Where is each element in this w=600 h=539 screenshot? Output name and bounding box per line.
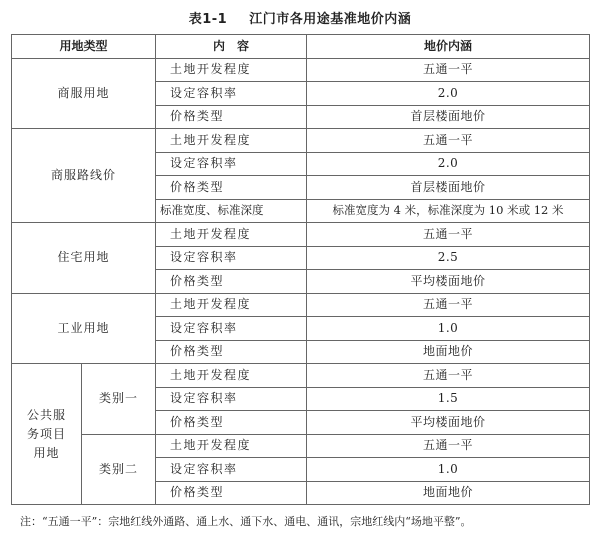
- value-cell: 2.0: [307, 152, 590, 176]
- content-cell: 土地开发程度: [156, 434, 307, 458]
- content-cell: 土地开发程度: [156, 58, 307, 82]
- table-title: [0, 8, 600, 27]
- table-row: [12, 58, 590, 82]
- value-cell: 标准宽度为 4 米，标准深度为 10 米或 12 米: [307, 199, 590, 223]
- value-cell: 首层楼面地价: [307, 176, 590, 200]
- table-number: 表1-1: [188, 12, 228, 27]
- group-commercial-land: 商服用地: [12, 58, 156, 129]
- subgroup-category-two: 类别二: [82, 434, 156, 505]
- table-row: [12, 129, 590, 153]
- table-row: [12, 223, 590, 247]
- value-cell: 首层楼面地价: [307, 105, 590, 129]
- value-cell: 1.0: [307, 317, 590, 341]
- content-cell: 标准宽度、标准深度: [156, 199, 307, 223]
- content-cell: 土地开发程度: [156, 293, 307, 317]
- content-cell: 设定容积率: [156, 82, 307, 106]
- value-cell: 2.0: [307, 82, 590, 106]
- value-cell: 1.0: [307, 458, 590, 482]
- group-industrial-land: 工业用地: [12, 293, 156, 364]
- group-residential-land: 住宅用地: [12, 223, 156, 294]
- value-cell: 平均楼面地价: [307, 411, 590, 435]
- content-cell: 设定容积率: [156, 152, 307, 176]
- content-cell: 价格类型: [156, 270, 307, 294]
- value-cell: 地面地价: [307, 340, 590, 364]
- header-connotation: 地价内涵: [307, 35, 590, 59]
- content-cell: 价格类型: [156, 340, 307, 364]
- content-cell: 价格类型: [156, 411, 307, 435]
- value-cell: 平均楼面地价: [307, 270, 590, 294]
- header-content: 内 容: [156, 35, 307, 59]
- content-cell: 设定容积率: [156, 387, 307, 411]
- value-cell: 五通一平: [307, 293, 590, 317]
- content-cell: 土地开发程度: [156, 364, 307, 388]
- value-cell: 五通一平: [307, 58, 590, 82]
- content-cell: 设定容积率: [156, 317, 307, 341]
- header-land-type: 用地类型: [12, 35, 156, 59]
- table-row: [12, 364, 590, 388]
- content-cell: 价格类型: [156, 176, 307, 200]
- value-cell: 五通一平: [307, 434, 590, 458]
- header-row: [12, 35, 590, 59]
- content-cell: 设定容积率: [156, 458, 307, 482]
- content-cell: 土地开发程度: [156, 129, 307, 153]
- value-cell: 五通一平: [307, 129, 590, 153]
- content-cell: 价格类型: [156, 105, 307, 129]
- group-public-service-land: 公共服 务项目 用地: [12, 364, 82, 505]
- value-cell: 五通一平: [307, 223, 590, 247]
- value-cell: 2.5: [307, 246, 590, 270]
- value-cell: 五通一平: [307, 364, 590, 388]
- table-row: [12, 434, 590, 458]
- content-cell: 价格类型: [156, 481, 307, 505]
- footnote: 注：“五通一平”：宗地红线外通路、通上水、通下水、通电、通讯，宗地红线内“场地平整”。: [20, 515, 472, 528]
- group-commercial-route-price: 商服路线价: [12, 129, 156, 223]
- value-cell: 地面地价: [307, 481, 590, 505]
- land-price-table: [11, 34, 590, 505]
- table-caption: 江门市各用途基准地价内涵: [249, 12, 412, 27]
- content-cell: 土地开发程度: [156, 223, 307, 247]
- value-cell: 1.5: [307, 387, 590, 411]
- content-cell: 设定容积率: [156, 246, 307, 270]
- subgroup-category-one: 类别一: [82, 364, 156, 435]
- table-row: [12, 293, 590, 317]
